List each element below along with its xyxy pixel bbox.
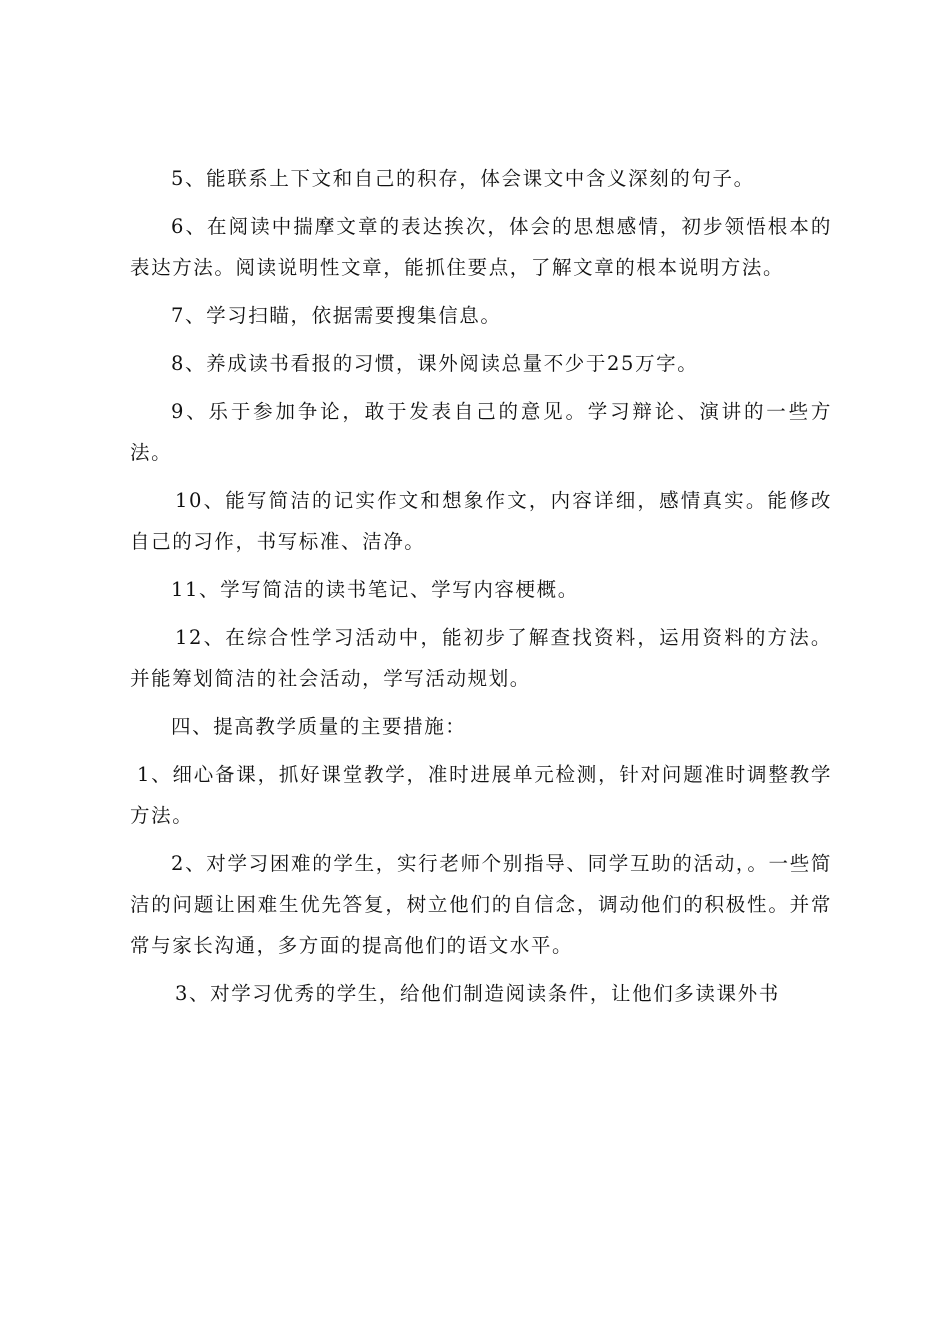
paragraph-goal-6: 6、在阅读中揣摩文章的表达挨次，体会的思想感情，初步领悟根本的表达方法。阅读说明性文章，能抓住要点，了解文章的根本说明方法。 <box>130 215 832 279</box>
document-body <box>130 158 832 1021</box>
paragraph-measure-2: 2、对学习困难的学生，实行老师个别指导、同学互助的活动，。一些简洁的问题让困难生优先答复，树立他们的自信念，调动他们的积极性。并常常与家长沟通，多方面的提高他们的语文水平。 <box>130 852 832 957</box>
paragraph-goal-9: 9、乐于参加争论，敢于发表自己的意见。学习辩论、演讲的一些方法。 <box>130 400 832 464</box>
paragraph-goal-5: 5、能联系上下文和自己的积存，体会课文中含义深刻的句子。 <box>171 167 755 190</box>
paragraph-goal-10: 10、能写简洁的记实作文和想象作文，内容详细，感情真实。能修改自己的习作，书写标准、洁净。 <box>130 489 832 553</box>
paragraph-goal-7: 7、学习扫瞄，依据需要搜集信息。 <box>171 304 502 327</box>
paragraph-goal-12: 12、在综合性学习活动中，能初步了解查找资料，运用资料的方法。并能筹划简洁的社会活动，学写活动规划。 <box>130 626 832 690</box>
paragraph-measure-3: 3、对学习优秀的学生，给他们制造阅读条件，让他们多读课外书 <box>175 982 780 1005</box>
paragraph-goal-8: 8、养成读书看报的习惯，课外阅读总量不少于25万字。 <box>171 352 699 375</box>
paragraph-measure-1: 1、细心备课，抓好课堂教学，准时进展单元检测，针对问题准时调整教学方法。 <box>130 763 832 827</box>
section-heading-measures: 四、提高教学质量的主要措施： <box>171 715 467 738</box>
paragraph-goal-11: 11、学写简洁的读书笔记、学写内容梗概。 <box>171 578 579 601</box>
